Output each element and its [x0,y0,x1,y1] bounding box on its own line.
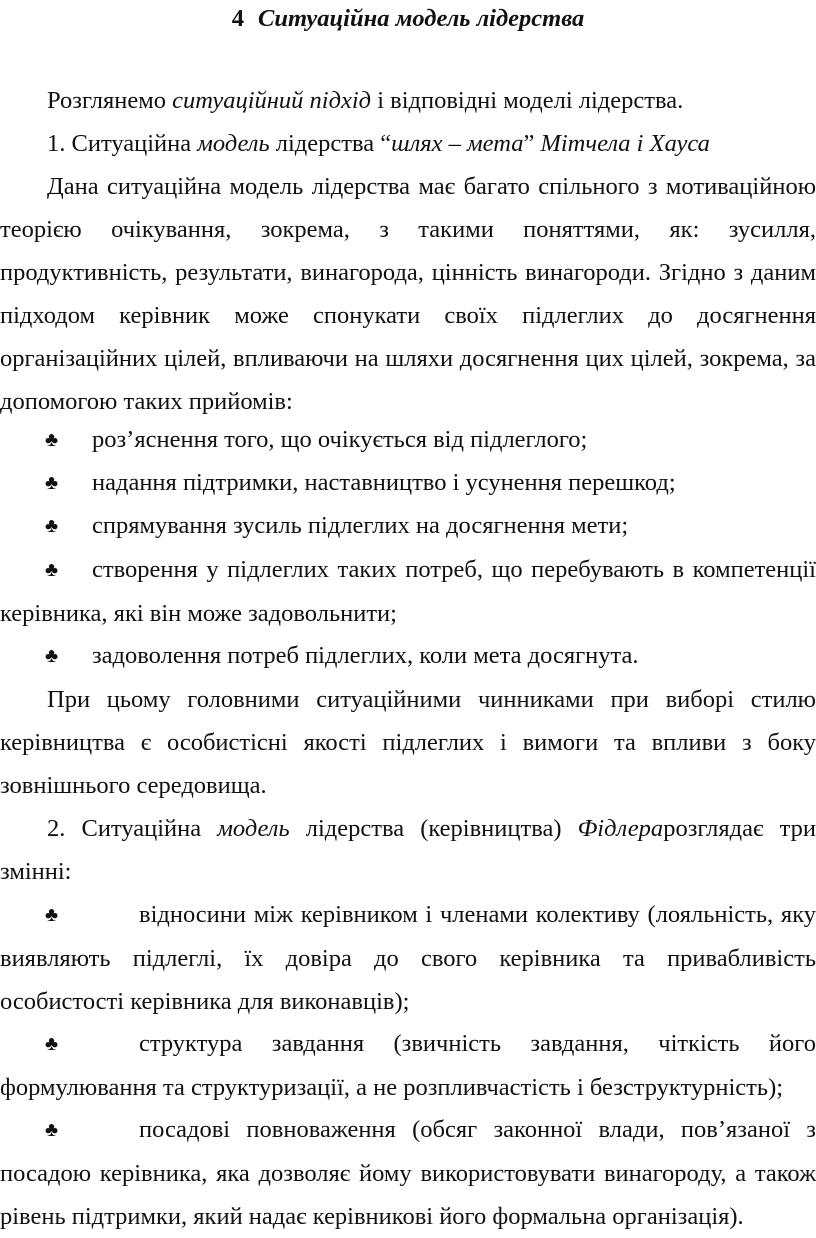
list2-item [0,893,816,1023]
list1-item-text: створення у підлеглих таких потреб, що перебувають в компетенції керівника, які він може задовольнити; [0,556,816,627]
model1-prefix: 1. Ситуаційна [47,130,198,157]
club-bullet-icon: ♣ [45,1033,59,1055]
model2-prefix: 2. Ситуаційна [47,815,218,842]
list1-item-text: спрямування зусиль підлеглих на досягнення мети; [92,512,629,539]
list1-item [0,418,816,462]
model1-path: шлях – мета [391,130,524,157]
intro-paragraph [0,79,816,122]
list1-item [0,461,816,505]
intro-term: ситуаційний підхід [172,87,372,114]
list2-item-text: посадові повноваження (обсяг законної влади, пов’язаної з посадою керівника, яка дозволяє йому використовувати винагороду, а також рівень підтримки, який надає керівникові його формальна організація). [0,1116,816,1230]
section-number: 4 [231,5,245,32]
club-bullet-icon: ♣ [45,1119,59,1141]
section-title: Ситуаційна модель лідерства [258,5,585,32]
list1-item [0,504,816,548]
model2-rest: розглядає три змінні: [0,815,816,885]
club-bullet-icon: ♣ [45,904,59,926]
paragraph-2: При цьому головними ситуаційними чинниками при виборі стилю керівництва є особистісні якості підлеглих і вимоги та впливи з боку зовнішнього середовища. [0,686,816,799]
intro-rest: і відповідні моделі лідерства. [371,87,684,114]
model2-author: Фідлера [577,815,664,842]
section-heading [0,4,816,34]
list1-item-text: роз’яснення того, що очікується від підлеглого; [92,426,588,453]
model1-authors: Мітчела і Хауса [540,130,710,157]
intro-lead: Розглянемо [47,87,173,114]
club-bullet-icon: ♣ [45,515,59,537]
list2-item [0,1108,816,1238]
model2-model-word: модель [217,815,290,842]
club-bullet-icon: ♣ [45,472,59,494]
club-bullet-icon: ♣ [45,429,59,451]
club-bullet-icon: ♣ [45,559,59,581]
model1-close: ” [523,130,541,157]
list2-item-text: структура завдання (звичність завдання, чіткість його формулювання та структуризації, а не розпливчастість і безструктурність); [0,1030,816,1101]
list1-item-text: надання підтримки, наставництво і усунення перешкод; [92,469,676,496]
list1-item [0,634,816,678]
list1-item [0,548,816,635]
list1-item-text: задоволення потреб підлеглих, коли мета досягнута. [92,642,639,669]
paragraph-1: Дана ситуаційна модель лідерства має багато спільного з мотиваційною теорією очікування, зокрема, з такими поняттями, як: зусилля, продуктивність, результати, винагорода, цінність винагороди. Згідно з даним підходом керівник може спонукати своїх підлеглих до досягнення організаційних цілей, впливаючи на шляхи досягнення цих цілей, зокрема, за допомогою таких прийомів: [0,173,816,415]
model1-model-word: модель [197,130,270,157]
list2-item [0,1022,816,1109]
list2-item-text: відносини між керівником і членами колективу (лояльність, яку виявляють підлеглі, їх довіра до свого керівника та привабливість особистості керівника для виконавців); [0,901,816,1015]
model1-middle: лідерства “ [269,130,392,157]
club-bullet-icon: ♣ [45,645,59,667]
model2-middle: лідерства (керівництва) [289,815,578,842]
model1-heading [0,122,816,165]
model2-heading [0,807,816,893]
